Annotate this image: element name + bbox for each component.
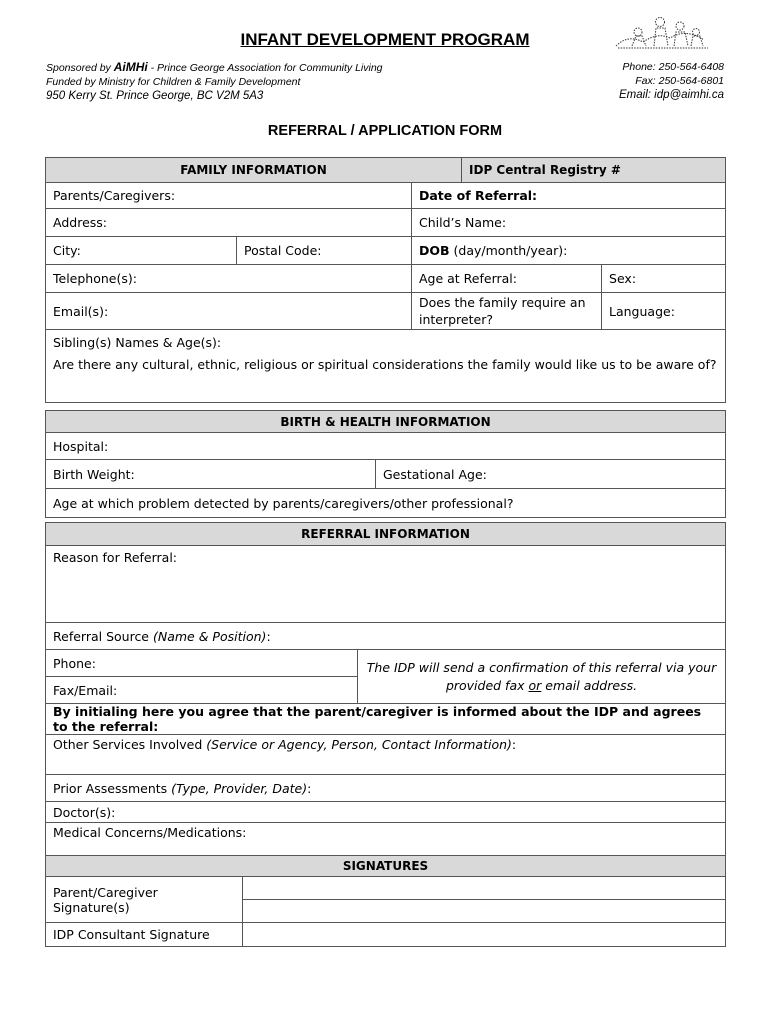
referral-info-heading: REFERRAL INFORMATION bbox=[46, 523, 726, 546]
age-at-referral-field[interactable]: Age at Referral: bbox=[412, 265, 602, 293]
sponsor-suffix: - Prince George Association for Community Living bbox=[147, 62, 383, 74]
contact-block bbox=[619, 60, 724, 102]
sex-field[interactable]: Sex: bbox=[602, 265, 726, 293]
birth-weight-field[interactable]: Birth Weight: bbox=[46, 460, 376, 489]
initialing-consent-field[interactable]: By initialing here you agree that the parent/caregiver is informed about the IDP and agrees to the referral: bbox=[46, 704, 726, 735]
date-of-referral-field[interactable]: Date of Referral: bbox=[412, 183, 726, 209]
phone-field[interactable]: Phone: bbox=[46, 650, 358, 677]
hospital-field[interactable]: Hospital: bbox=[46, 433, 726, 460]
sponsor-line bbox=[46, 60, 383, 75]
medical-concerns-field[interactable]: Medical Concerns/Medications: bbox=[46, 823, 726, 861]
address-field[interactable]: Address: bbox=[46, 209, 412, 237]
dob-rest-label: (day/month/year): bbox=[449, 243, 568, 258]
parents-field[interactable]: Parents/Caregivers: bbox=[46, 183, 412, 209]
family-info-table bbox=[45, 157, 726, 403]
prior-assessments-colon: : bbox=[307, 780, 312, 796]
consultant-signature-line[interactable] bbox=[243, 923, 726, 947]
cultural-considerations-field[interactable]: Are there any cultural, ethnic, religious or spiritual considerations the family would like us to be aware of? bbox=[46, 355, 726, 403]
referral-source-field[interactable] bbox=[46, 623, 726, 650]
birth-health-table bbox=[45, 410, 726, 518]
other-services-hint: (Service or Agency, Person, Contact Information) bbox=[206, 737, 512, 752]
telephone-field[interactable]: Telephone(s): bbox=[46, 265, 412, 293]
other-services-label: Other Services Involved bbox=[53, 737, 207, 752]
signatures-heading: SIGNATURES bbox=[46, 856, 726, 877]
reason-for-referral-field[interactable]: Reason for Referral: bbox=[46, 546, 726, 623]
fax-line: Fax: 250-564-6801 bbox=[635, 75, 724, 87]
language-field[interactable]: Language: bbox=[602, 293, 726, 330]
note-text-b: email address. bbox=[541, 677, 638, 693]
interpreter-field[interactable]: Does the family require an interpreter? bbox=[412, 293, 602, 330]
signatures-table bbox=[45, 855, 726, 947]
referral-source-label: Referral Source bbox=[53, 628, 153, 644]
email-field[interactable]: Email(s): bbox=[46, 293, 412, 330]
referral-info-table bbox=[45, 522, 726, 861]
email-line: Email: idp@aimhi.ca bbox=[619, 89, 724, 101]
prior-assessments-label: Prior Assessments bbox=[53, 780, 172, 796]
sponsor-block bbox=[46, 60, 383, 103]
prior-assessments-field[interactable] bbox=[46, 775, 726, 802]
birth-health-heading: BIRTH & HEALTH INFORMATION bbox=[46, 411, 726, 433]
parent-signature-line-1[interactable] bbox=[243, 877, 726, 900]
other-services-field[interactable] bbox=[46, 735, 726, 775]
dob-field[interactable] bbox=[412, 237, 726, 265]
funded-line: Funded by Ministry for Children & Family Development bbox=[46, 76, 301, 88]
city-field[interactable]: City: bbox=[46, 237, 237, 265]
family-info-heading: FAMILY INFORMATION bbox=[46, 158, 462, 183]
sponsor-name: AiMHi bbox=[113, 60, 148, 74]
siblings-field[interactable]: Sibling(s) Names & Age(s): bbox=[46, 330, 726, 355]
family-logo-icon bbox=[608, 14, 713, 52]
doctors-field[interactable]: Doctor(s): bbox=[46, 802, 726, 823]
form-title: REFERRAL / APPLICATION FORM bbox=[267, 123, 503, 139]
parent-signature-label: Parent/Caregiver Signature(s) bbox=[46, 877, 243, 923]
consultant-signature-label: IDP Consultant Signature bbox=[46, 923, 243, 947]
referral-source-hint: (Name & Position) bbox=[152, 628, 267, 644]
phone-line: Phone: 250-564-6408 bbox=[622, 61, 724, 73]
fax-email-field[interactable]: Fax/Email: bbox=[46, 677, 358, 704]
other-services-colon: : bbox=[511, 737, 517, 752]
registry-number-field[interactable]: IDP Central Registry # bbox=[462, 158, 726, 183]
note-or: or bbox=[528, 677, 542, 693]
confirmation-note bbox=[358, 650, 726, 704]
address-line: 950 Kerry St. Prince George, BC V2M 5A3 bbox=[46, 90, 264, 102]
sponsor-prefix: Sponsored by bbox=[46, 62, 114, 74]
postal-code-field[interactable]: Postal Code: bbox=[237, 237, 412, 265]
program-title: INFANT DEVELOPMENT PROGRAM bbox=[240, 30, 530, 49]
referral-source-colon: : bbox=[266, 628, 271, 644]
prior-assessments-hint: (Type, Provider, Date) bbox=[171, 780, 308, 796]
note-text-a: The IDP will send a confirmation of this referral via your provided fax bbox=[366, 659, 717, 693]
child-name-field[interactable]: Child’s Name: bbox=[412, 209, 726, 237]
age-detected-field[interactable]: Age at which problem detected by parents/caregivers/other professional? bbox=[46, 489, 726, 518]
dob-bold-label: DOB bbox=[419, 243, 450, 258]
gestational-age-field[interactable]: Gestational Age: bbox=[376, 460, 726, 489]
parent-signature-line-2[interactable] bbox=[243, 900, 726, 923]
